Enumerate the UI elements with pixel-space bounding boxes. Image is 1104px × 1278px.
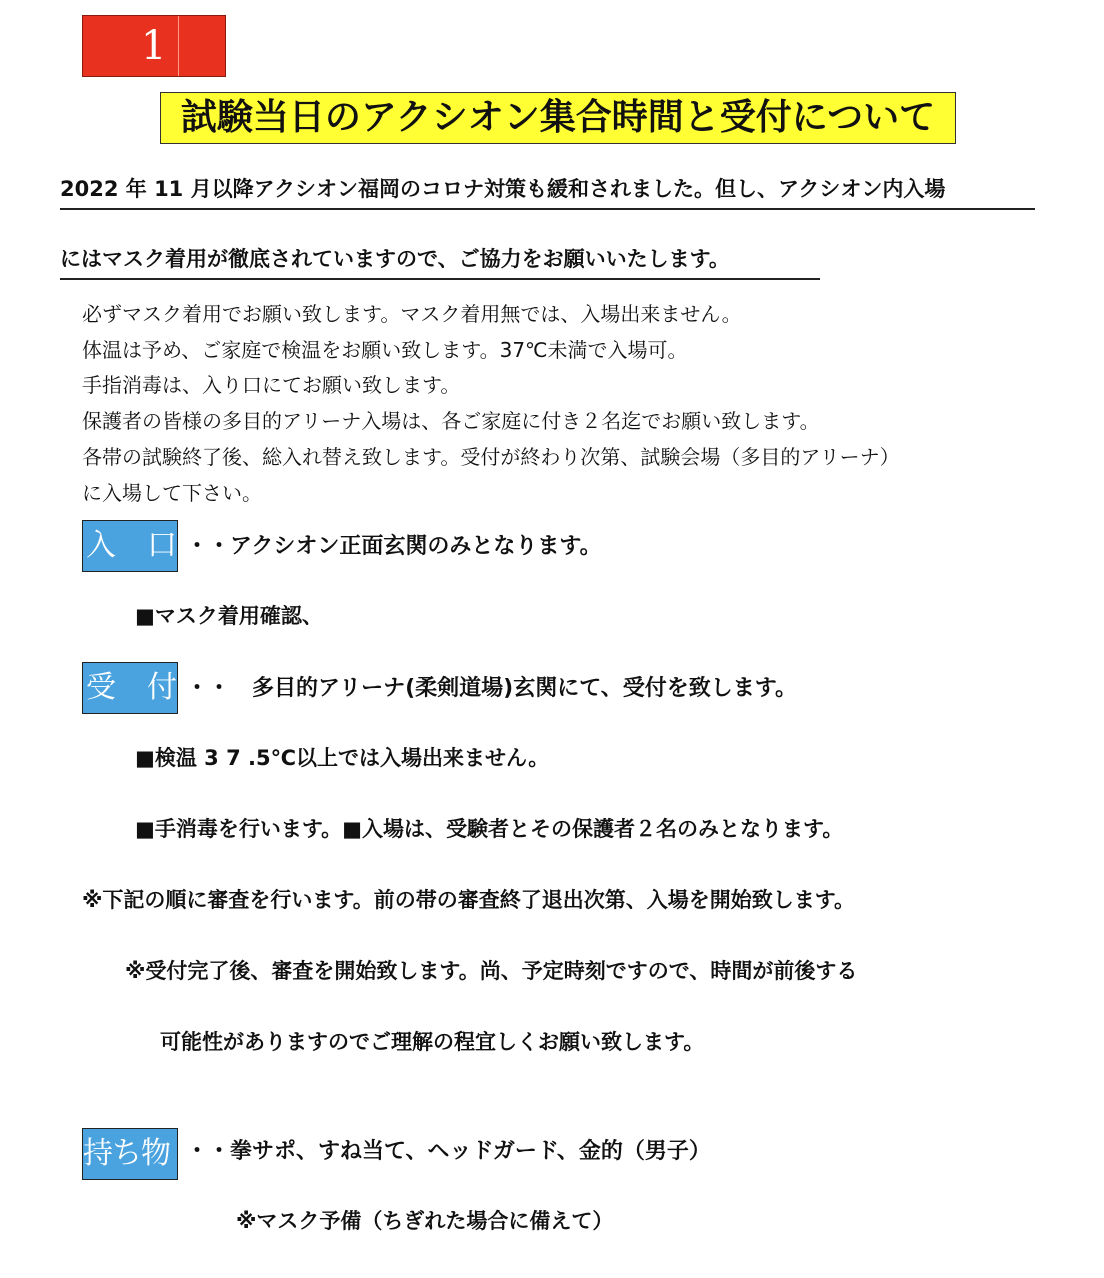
belongings-note: ※マスク予備（ちぎれた場合に備えて） bbox=[236, 1209, 614, 1233]
schedule-note-1: ※受付完了後、審査を開始致します。尚、予定時刻ですので、時間が前後する bbox=[125, 959, 858, 983]
rule-guardians: 保護者の皆様の多目的アリーナ入場は、各ご家庭に付き２名迄でお願い致します。 bbox=[82, 409, 820, 433]
rule-mask: 必ずマスク着用でお願い致します。マスク着用無では、入場出来ません。 bbox=[82, 302, 742, 326]
reception-tag-char-1: 受 bbox=[86, 670, 116, 705]
entrance-tag-char-1: 入 bbox=[86, 528, 116, 563]
notice-line-2: にはマスク着用が徹底されていますので、ご協力をお願いいたします。 bbox=[60, 246, 820, 280]
order-note: ※下記の順に審査を行います。前の帯の審査終了退出次第、入場を開始致します。 bbox=[82, 888, 856, 912]
reception-tag bbox=[82, 662, 178, 714]
rule-disinfection: 手指消毒は、入り口にてお願い致します。 bbox=[82, 373, 461, 397]
rule-temperature: 体温は予め、ご家庭で検温をお願い致します。37℃未満で入場可。 bbox=[82, 338, 688, 362]
badge-divider bbox=[178, 16, 179, 76]
reception-note-disinfection: ■手消毒を行います。■入場は、受験者とその保護者２名のみとなります。 bbox=[135, 817, 844, 841]
reception-text: ・・ 多目的アリーナ(柔剣道場)玄関にて、受付を致します。 bbox=[186, 676, 798, 701]
entrance-text: ・・アクシオン正面玄関のみとなります。 bbox=[186, 534, 602, 559]
rule-enter: に入場して下さい。 bbox=[82, 481, 262, 505]
entrance-note: ■マスク着用確認、 bbox=[135, 604, 323, 628]
page-number-badge bbox=[82, 15, 226, 77]
document-title: 試験当日のアクシオン集合時間と受付について bbox=[160, 92, 956, 144]
belongings-tag bbox=[82, 1128, 178, 1180]
belongings-text: ・・拳サポ、すね当て、ヘッドガード、金的（男子） bbox=[186, 1139, 711, 1164]
entrance-tag-char-2: 口 bbox=[147, 528, 177, 563]
rule-replacement: 各帯の試験終了後、総入れ替え致します。受付が終わり次第、試験会場（多目的アリーナ） bbox=[82, 445, 900, 469]
belongings-tag-label: 持ち物 bbox=[83, 1136, 170, 1171]
notice-line-1: 2022 年 11 月以降アクシオン福岡のコロナ対策も緩和されました。但し、アクシオン内入場 bbox=[60, 176, 1035, 210]
entrance-tag bbox=[82, 520, 178, 572]
reception-note-temperature: ■検温 3 7 .5℃以上では入場出来ません。 bbox=[135, 746, 550, 770]
schedule-note-2: 可能性がありますのでご理解の程宜しくお願い致します。 bbox=[160, 1030, 705, 1054]
reception-tag-char-2: 付 bbox=[147, 670, 177, 705]
page-number: 1 bbox=[141, 23, 167, 69]
